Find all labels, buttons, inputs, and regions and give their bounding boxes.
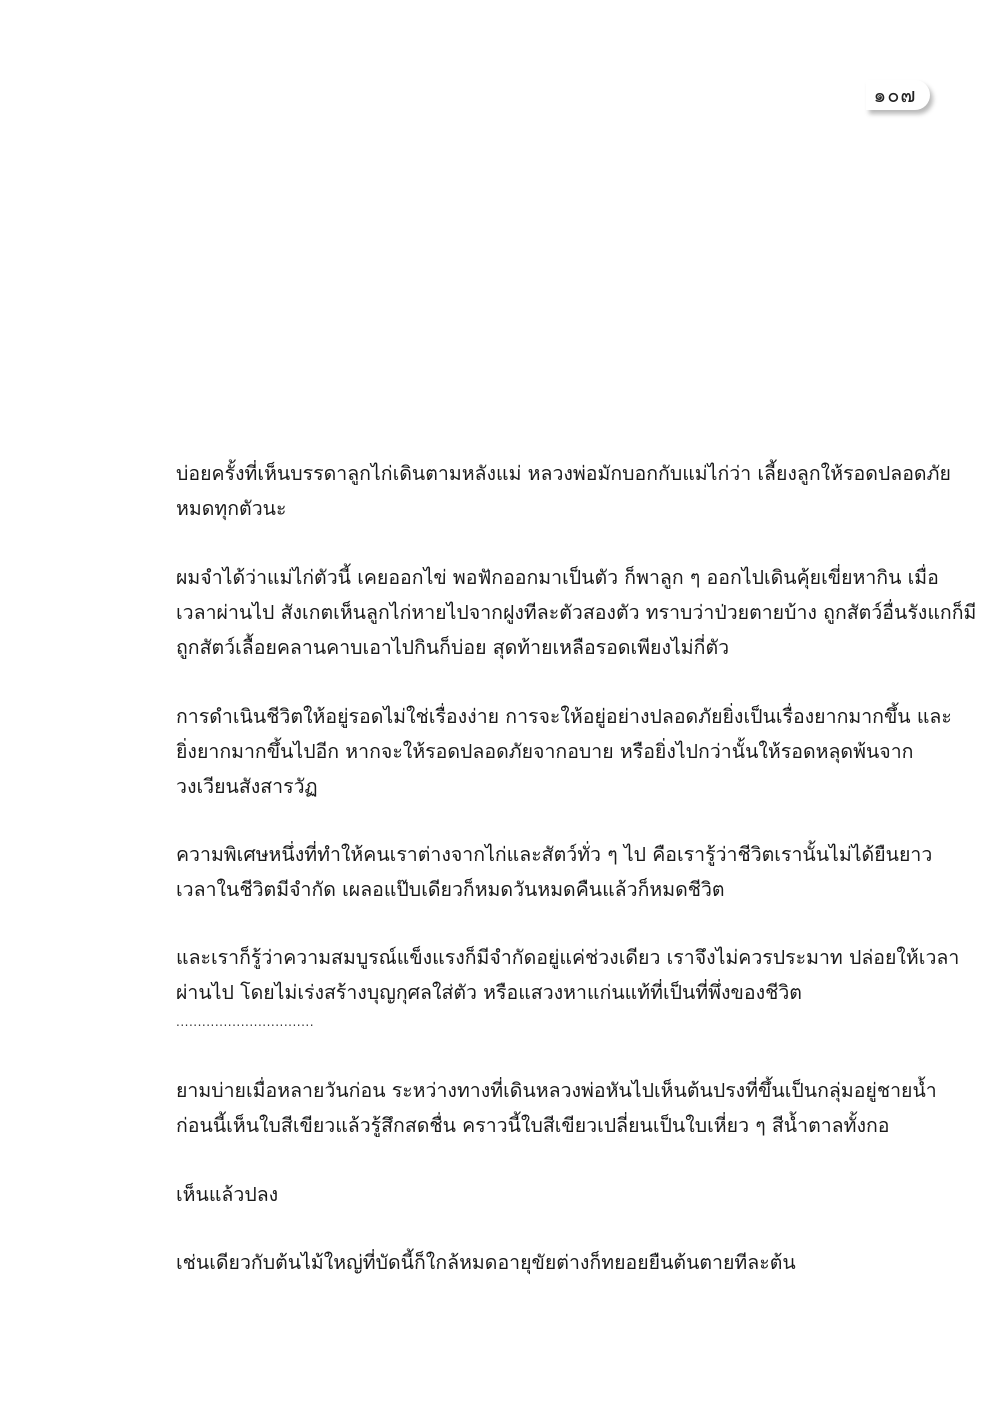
paragraph-line: ความพิเศษหนึ่งที่ทำให้คนเราต่างจากไก่และสัตว์ทั่ว ๆ ไป คือเรารู้ว่าชีวิตเรานั้นไม่ได้ยืนยาว	[176, 843, 933, 866]
paragraph-line: การดำเนินชีวิตให้อยู่รอดไม่ใช่เรื่องง่าย การจะให้อยู่อย่างปลอดภัยยิ่งเป็นเรื่องยากมากขึ้น และ	[176, 705, 952, 728]
paragraph-line: ยามบ่ายเมื่อหลายวันก่อน ระหว่างทางที่เดินหลวงพ่อหันไปเห็นต้นปรงที่ขึ้นเป็นกลุ่มอยู่ชายน้ำ	[176, 1079, 937, 1102]
paragraph-line: ผมจำได้ว่าแม่ไก่ตัวนี้ เคยออกไข่ พอฟักออกมาเป็นตัว ก็พาลูก ๆ ออกไปเดินคุ้ยเขี่ยหากิน เมื่อ	[176, 566, 939, 589]
paragraph-line: ก่อนนี้เห็นใบสีเขียวแล้วรู้สึกสดชื่น คราวนี้ใบสีเขียวเปลี่ยนเป็นใบเหี่ยว ๆ สีน้ำตาลทั้งกอ	[176, 1114, 890, 1137]
page-number-tab	[866, 80, 930, 110]
paragraph-line: เช่นเดียวกับต้นไม้ใหญ่ที่บัดนี้ก็ใกล้หมดอายุขัยต่างก็ทยอยยืนต้นตายทีละต้น	[176, 1251, 796, 1274]
paragraph-line: หมดทุกตัวนะ	[176, 497, 287, 520]
paragraph-line: เวลาในชีวิตมีจำกัด เผลอแป๊บเดียวก็หมดวันหมดคืนแล้วก็หมดชีวิต	[176, 878, 725, 901]
paragraph-line: ถูกสัตว์เลื้อยคลานคาบเอาไปกินก็บ่อย สุดท้ายเหลือรอดเพียงไม่กี่ตัว	[176, 636, 730, 659]
paragraph-line: และเราก็รู้ว่าความสมบูรณ์แข็งแรงก็มีจำกัดอยู่แค่ช่วงเดียว เราจึงไม่ควรประมาท ปล่อยให้เวลา	[176, 946, 960, 969]
paragraph-line: วงเวียนสังสารวัฏ	[176, 775, 318, 798]
paragraph-line: เวลาผ่านไป สังเกตเห็นลูกไก่หายไปจากฝูงทีละตัวสองตัว ทราบว่าป่วยตายบ้าง ถูกสัตว์อื่นรังแกก็มี	[176, 601, 977, 624]
paragraph-line: ผ่านไป โดยไม่เร่งสร้างบุญกุศลใส่ตัว หรือแสวงหาแก่นแท้ที่เป็นที่พึ่งของชีวิต	[176, 981, 802, 1004]
page-number: ๑๐๗	[873, 83, 917, 107]
section-separator: ................................	[176, 1015, 315, 1029]
paragraph-line: เห็นแล้วปลง	[176, 1183, 279, 1206]
paragraph-line: บ่อยครั้งที่เห็นบรรดาลูกไก่เดินตามหลังแม่ หลวงพ่อมักบอกกับแม่ไก่ว่า เลี้ยงลูกให้รอดปลอดภัย	[176, 462, 951, 485]
paragraph-line: ยิ่งยากมากขึ้นไปอีก หากจะให้รอดปลอดภัยจากอบาย หรือยิ่งไปกว่านั้นให้รอดหลุดพ้นจาก	[176, 740, 914, 763]
